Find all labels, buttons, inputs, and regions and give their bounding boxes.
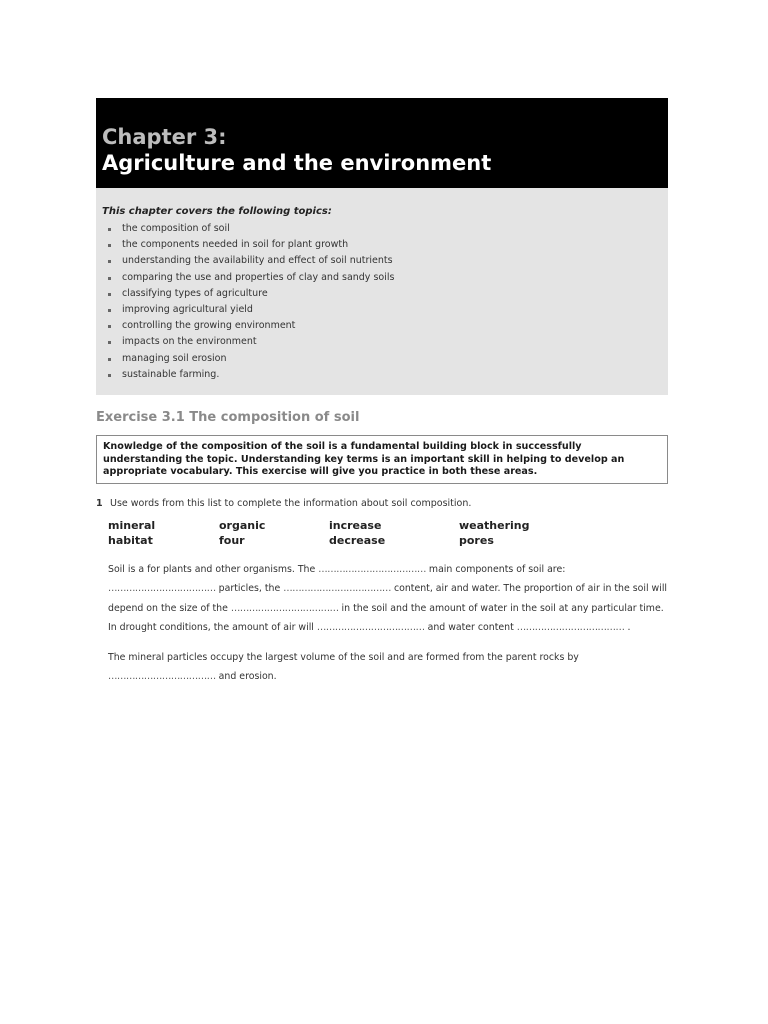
- topic-item: the components needed in soil for plant growth: [102, 237, 662, 253]
- blank-1[interactable]: ………………………………: [318, 563, 426, 575]
- blank-2[interactable]: ………………………………: [108, 583, 216, 595]
- question-prompt-text: Use words from this list to complete the information about soil composition.: [110, 497, 472, 509]
- fill-in-paragraph-1: [108, 560, 668, 638]
- exercise-intro-box: Knowledge of the composition of the soil is a fundamental building block in successfully understanding the topic. Understanding key terms is an important skill in helping to develop an appropriate vocabulary. This exercise will give you practice in both these areas.: [96, 435, 668, 484]
- exercise-heading: Exercise 3.1 The composition of soil: [96, 410, 360, 425]
- question-1-prompt: [96, 498, 668, 509]
- worksheet-page: [96, 98, 668, 687]
- blank-3[interactable]: ………………………………: [283, 583, 391, 595]
- para-text: Soil is a for plants and other organisms. The: [108, 563, 319, 575]
- topic-item: controlling the growing environment: [102, 318, 662, 334]
- para-text: and water content: [424, 622, 517, 634]
- para-text: main components of soil are:: [425, 563, 566, 575]
- word-bank-item: mineral: [108, 518, 156, 532]
- topic-item: sustainable farming.: [102, 367, 662, 383]
- chapter-number: Chapter 3:: [102, 125, 227, 149]
- word-bank-item: habitat: [108, 533, 153, 547]
- para-text: content, air and water. The proportion of air in the soil will depend on the size of the: [108, 583, 668, 614]
- word-bank: [108, 519, 668, 547]
- topic-item: the composition of soil: [102, 221, 662, 237]
- topic-item: managing soil erosion: [102, 351, 662, 367]
- topics-box: [96, 188, 668, 395]
- word-bank-item: weathering: [459, 518, 530, 532]
- para-text: particles, the: [215, 583, 284, 595]
- word-bank-item: organic: [219, 518, 266, 532]
- para-text: The mineral particles occupy the largest volume of the soil and are formed from the parent rocks by: [108, 651, 579, 663]
- chapter-header: [96, 98, 668, 188]
- word-bank-item: pores: [459, 533, 494, 547]
- question-number: 1: [96, 497, 103, 509]
- topic-item: understanding the availability and effect of soil nutrients: [102, 253, 662, 269]
- word-bank-item: four: [219, 533, 245, 547]
- topic-item: impacts on the environment: [102, 334, 662, 350]
- topic-item: improving agricultural yield: [102, 302, 662, 318]
- topics-list: [102, 221, 662, 383]
- word-bank-item: decrease: [329, 533, 386, 547]
- topics-heading: This chapter covers the following topics:: [102, 206, 332, 217]
- chapter-title: Agriculture and the environment: [102, 151, 492, 175]
- para-text: in the soil and the amount of water in the soil at any particular time. In drought conditions, the amount of air will: [108, 602, 664, 634]
- blank-7[interactable]: ………………………………: [108, 671, 216, 683]
- blank-6[interactable]: ………………………………: [516, 622, 625, 634]
- fill-in-paragraph-2: [108, 648, 668, 687]
- word-bank-item: increase: [329, 518, 382, 532]
- topic-item: classifying types of agriculture: [102, 286, 662, 302]
- blank-5[interactable]: ………………………………: [316, 622, 425, 634]
- blank-4[interactable]: ………………………………: [230, 602, 339, 614]
- para-text: and erosion.: [215, 671, 277, 683]
- topic-item: comparing the use and properties of clay and sandy soils: [102, 270, 662, 286]
- para-text: .: [624, 622, 631, 634]
